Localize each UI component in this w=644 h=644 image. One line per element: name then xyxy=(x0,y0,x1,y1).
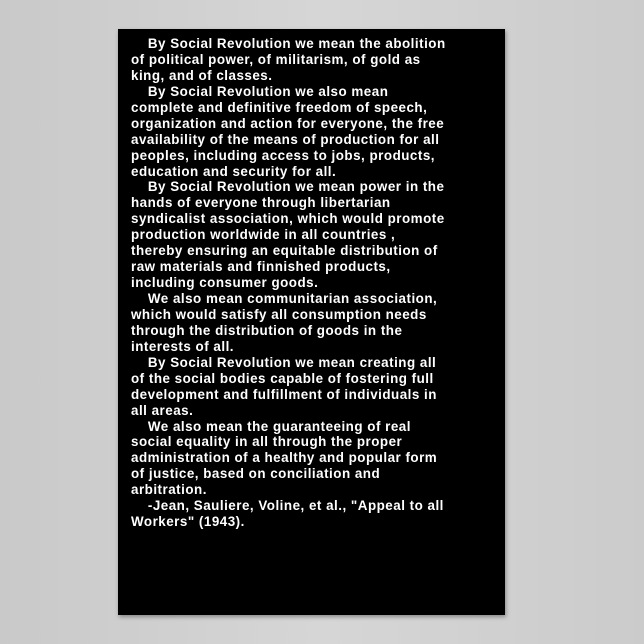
poster-line: complete and definitive freedom of speech, xyxy=(131,99,428,115)
poster-line: Workers" (1943). xyxy=(131,514,245,530)
poster-line: By Social Revolution we mean power in the xyxy=(131,179,445,195)
poster-line: -Jean, Sauliere, Voline, et al., "Appeal to all xyxy=(131,498,444,514)
poster-line: of justice, based on conciliation and xyxy=(131,466,381,482)
poster-line: all areas. xyxy=(131,402,194,418)
poster-line: development and fulfillment of individuals in xyxy=(131,386,437,402)
poster-line: peoples, including access to jobs, products, xyxy=(131,147,436,163)
poster-line: thereby ensuring an equitable distribution of xyxy=(131,243,438,259)
poster xyxy=(118,29,505,615)
poster-line: By Social Revolution we also mean xyxy=(131,83,389,99)
poster-line: We also mean communitarian association, xyxy=(131,291,438,306)
poster-line: We also mean the guaranteeing of real xyxy=(131,418,411,434)
poster-line: By Social Revolution we mean the abolition xyxy=(131,36,446,51)
poster-line: interests of all. xyxy=(131,338,235,354)
poster-line: king, and of classes. xyxy=(131,67,273,83)
poster-line: hands of everyone through libertarian xyxy=(131,195,391,211)
poster-line: syndicalist association, which would promote xyxy=(131,211,445,227)
poster-line: including consumer goods. xyxy=(131,275,319,291)
poster-line: administration of a healthy and popular form xyxy=(131,450,438,466)
poster-line: through the distribution of goods in the xyxy=(131,322,403,338)
poster-line: organization and action for everyone, the free xyxy=(131,115,445,131)
poster-line: of the social bodies capable of fostering full xyxy=(131,370,434,386)
poster-line: which would satisfy all consumption needs xyxy=(131,306,427,322)
poster-line: availability of the means of production for all xyxy=(131,131,440,147)
poster-line: production worldwide in all countries , xyxy=(131,227,396,243)
poster-line: social equality in all through the proper xyxy=(131,434,403,450)
poster-line: arbitration. xyxy=(131,482,207,498)
poster-line: education and security for all. xyxy=(131,163,337,179)
poster-line: of political power, of militarism, of gold as xyxy=(131,51,421,67)
poster-line: raw materials and finnished products, xyxy=(131,259,391,275)
poster-line: By Social Revolution we mean creating all xyxy=(131,354,437,370)
poster-text xyxy=(131,36,503,530)
